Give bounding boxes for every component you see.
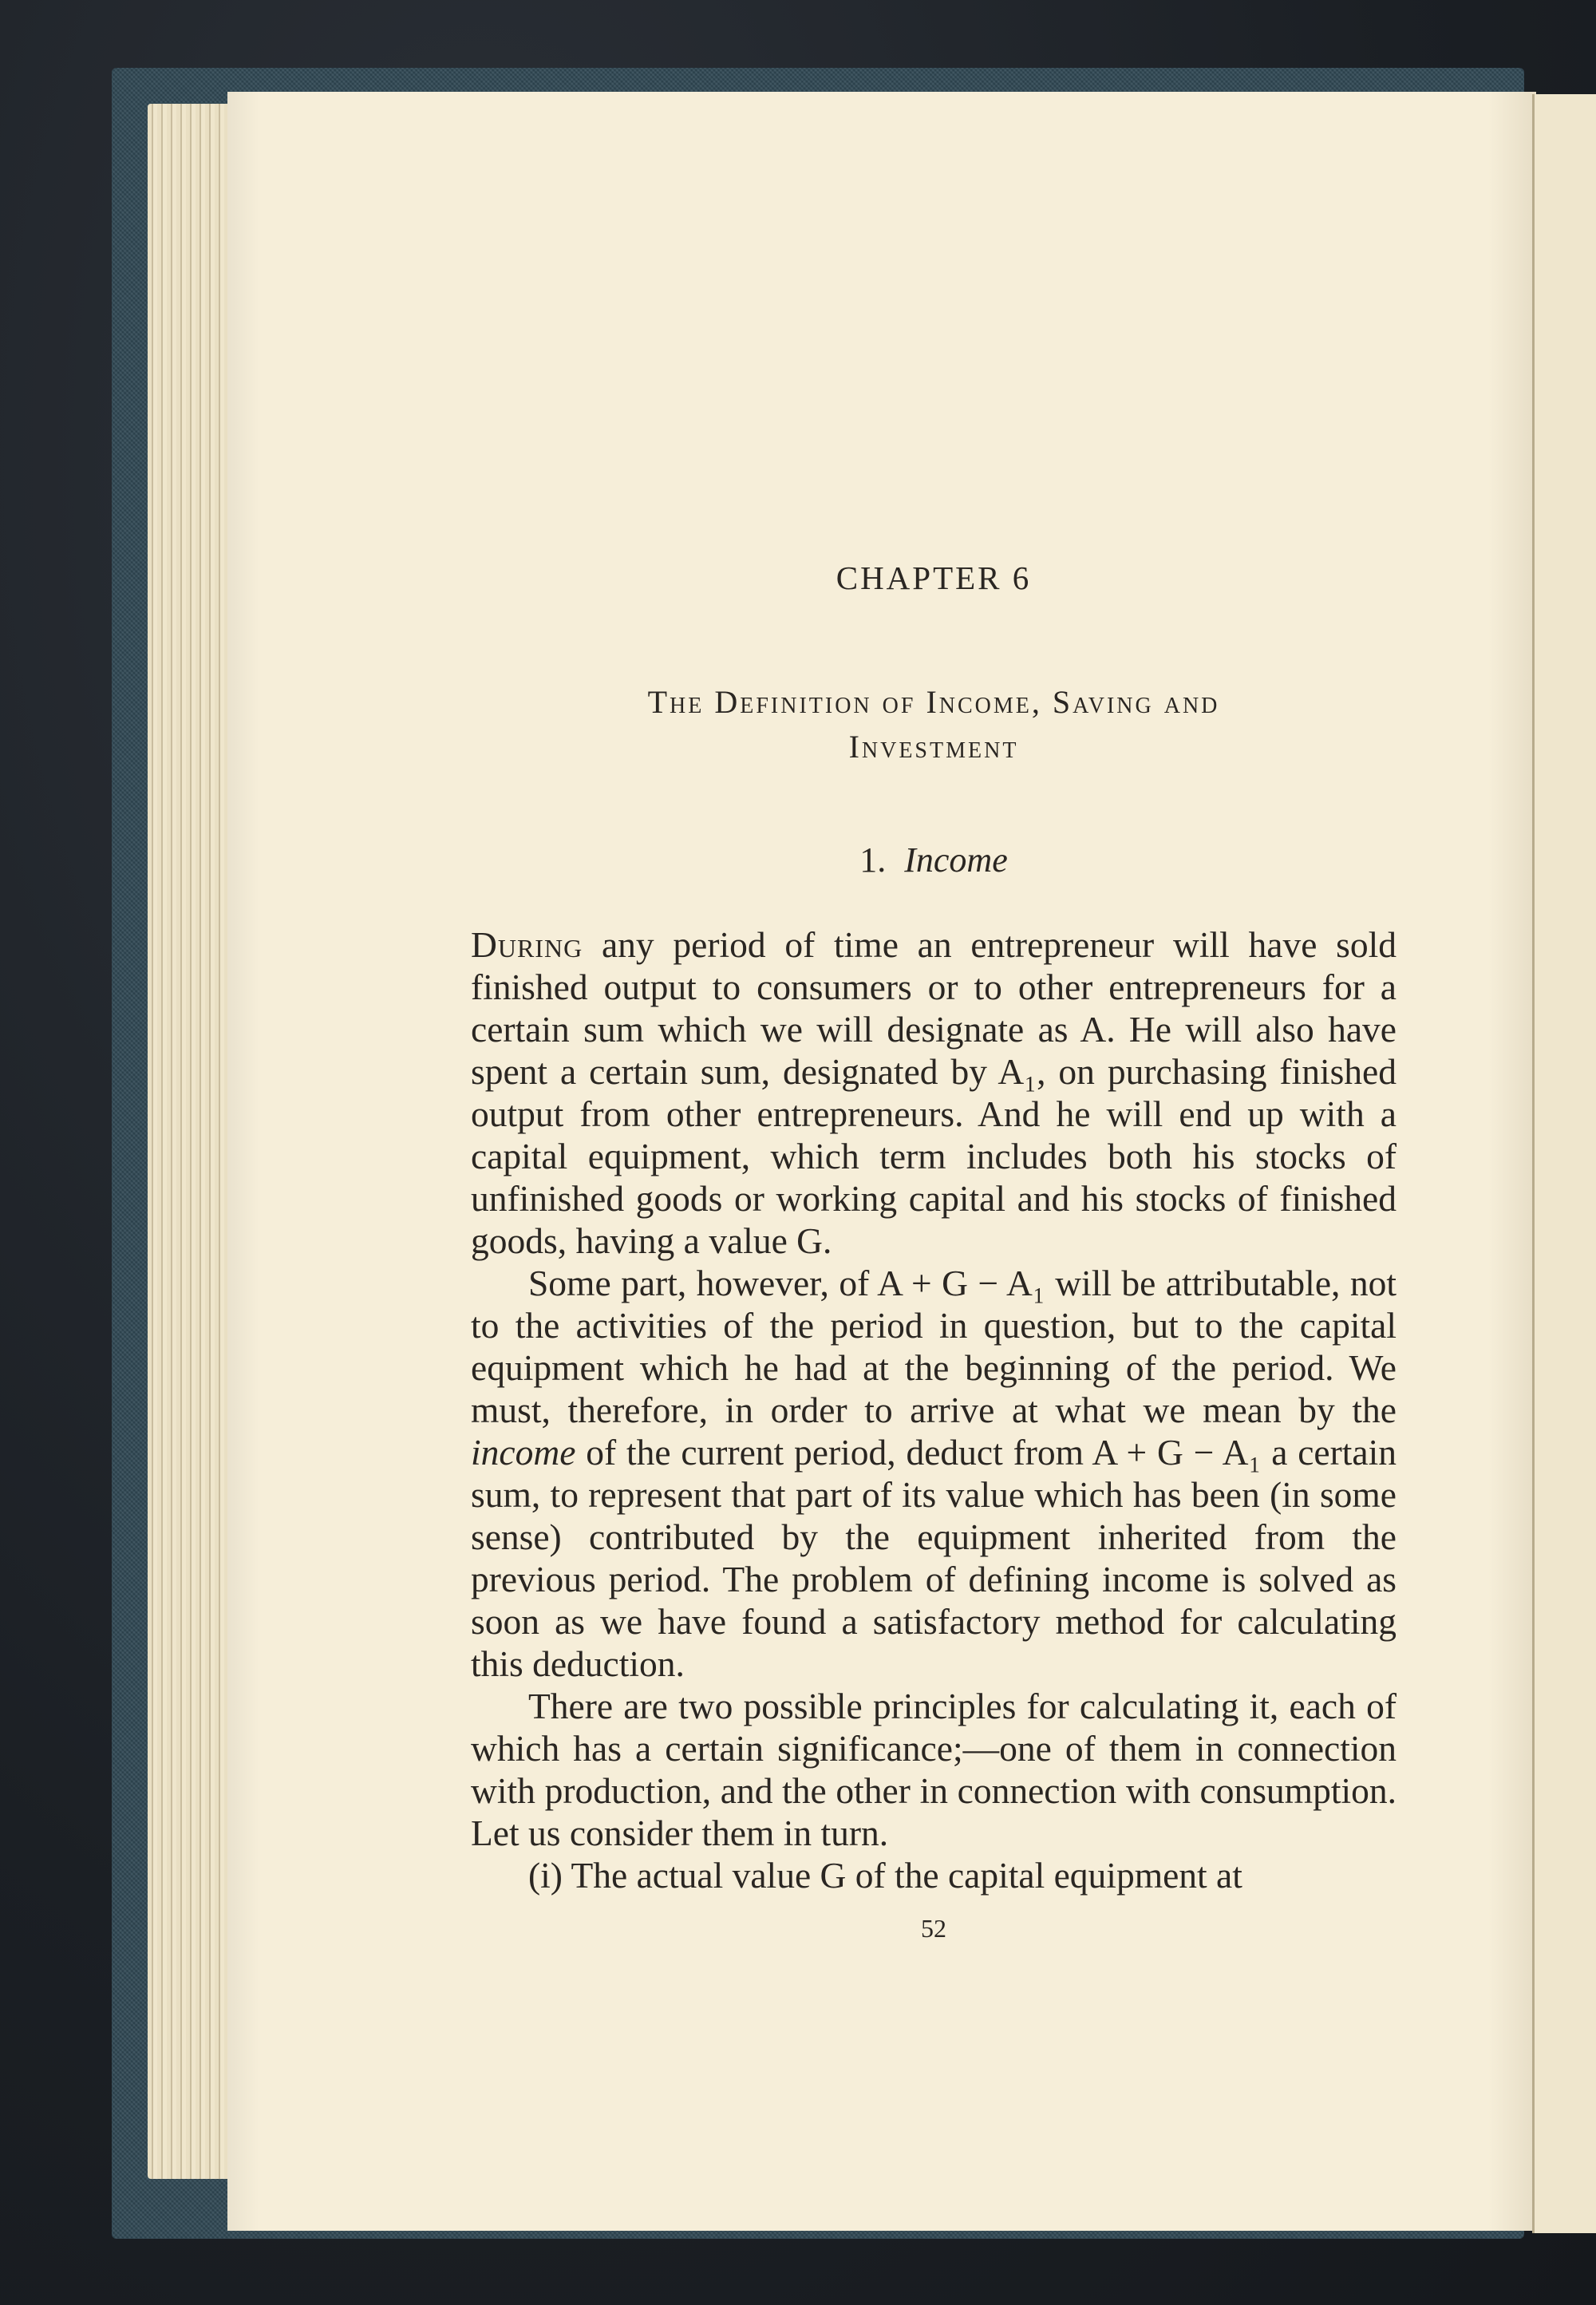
paragraph-3: There are two possible principles for calculating it, each of which has a certain significance;—one of them in connection with production, and the other in connection with consumption. Let us consider them in turn. — [471, 1686, 1396, 1853]
chapter-heading: CHAPTER 6 — [836, 559, 1032, 596]
page-number: 52 — [921, 1914, 946, 1943]
emphasis-income: income — [471, 1432, 576, 1473]
facing-page-edge — [1532, 94, 1596, 2233]
lead-word: During — [471, 924, 583, 965]
section-title: Income — [904, 840, 1008, 880]
paragraph-2-text-after: of the current period, deduct from A + G − A₁ a certain sum, to represent that part of its value which has been (in some sense) contributed by the equipment inherited from the previous period. The problem of defining income is solved as soon as we have found a satisfactory method for calculating this deduction. — [471, 1432, 1396, 1684]
paragraph-2 — [471, 1262, 1396, 1685]
paragraph-4: (i) The actual value G of the capital equipment at — [528, 1855, 1242, 1896]
section-number: 1. — [859, 840, 887, 880]
chapter-title-line-1: The Definition of Income, Saving and — [647, 684, 1220, 720]
body-text — [471, 923, 1396, 1896]
page-text — [471, 559, 1396, 1943]
paragraph-2-text-before: Some part, however, of A + G − A₁ will be attributable, not to the activities of the period in question, but to the capital equipment which he had at the beginning of the period. We must, therefore, in order to arrive at what we mean by the — [471, 1263, 1396, 1430]
chapter-title-line-2: Investment — [848, 729, 1019, 765]
paragraph-1 — [471, 923, 1396, 1262]
paragraph-1-text: any period of time an entrepreneur will have sold finished output to consumers or to other entrepreneurs for a certain sum which we will designate as A. He will also have spent a certain sum, designated by A₁, on purchasing finished output from other entrepreneurs. And he will end up with a capital equipment, which term includes both his stocks of unfinished goods or working capital and his stocks of finished goods, having a value G. — [471, 924, 1396, 1261]
section-heading — [471, 840, 1396, 880]
chapter-title — [471, 680, 1396, 769]
